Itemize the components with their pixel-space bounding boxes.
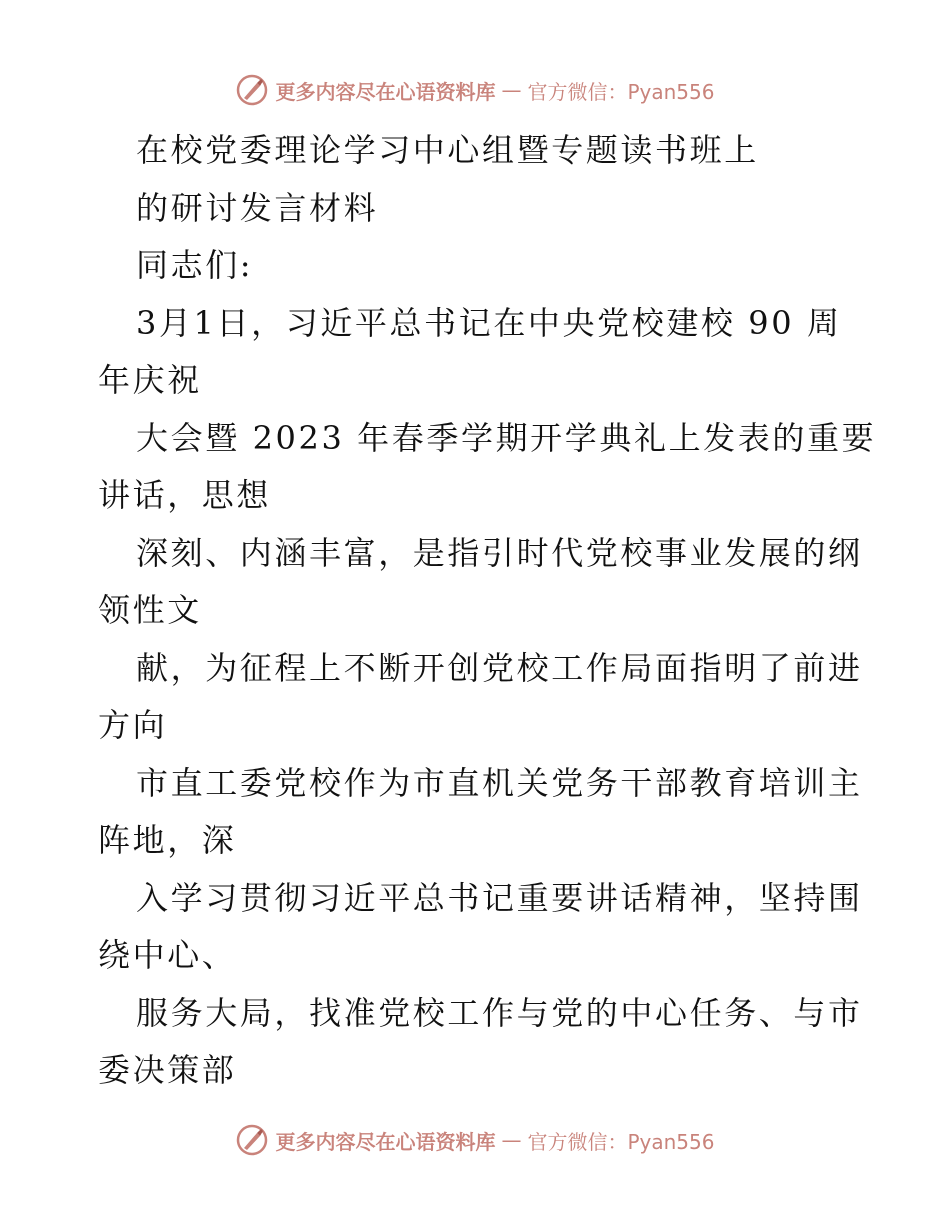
doc-line: 大会暨 2023 年春季学期开学典礼上发表的重要 (136, 418, 877, 457)
document-body (98, 122, 877, 1100)
doc-line: 方向 (98, 706, 168, 744)
banner-main-text: 更多内容尽在心语资料库 (275, 79, 496, 104)
doc-salutation: 同志们: (136, 246, 254, 284)
footer-watermark-banner (0, 1120, 950, 1160)
doc-line: 市直工委党校作为市直机关党务干部教育培训主 (136, 763, 863, 802)
doc-line: 入学习贯彻习近平总书记重要讲话精神，坚持围 (136, 878, 863, 917)
banner-wechat-text: 官方微信：Pyan556 (527, 1129, 715, 1154)
pen-logo-icon (235, 1123, 269, 1157)
doc-line: 阵地，深 (98, 821, 237, 859)
header-watermark-banner (0, 70, 950, 110)
doc-line: 3月1日，习近平总书记在中央党校建校 90 周 (136, 303, 842, 342)
doc-title-line-1: 在校党委理论学习中心组暨专题读书班上 (136, 131, 759, 169)
doc-line: 绕中心、 (98, 936, 237, 974)
banner-separator: — (501, 78, 522, 102)
doc-line: 服务大局，找准党校工作与党的中心任务、与市 (136, 993, 863, 1032)
doc-line: 献，为征程上不断开创党校工作局面指明了前进 (136, 648, 863, 687)
banner-wechat-text: 官方微信：Pyan556 (527, 79, 715, 104)
doc-line: 讲话，思想 (98, 476, 272, 514)
banner-separator: — (501, 1128, 522, 1152)
doc-line: 委决策部 (98, 1051, 237, 1089)
doc-line: 领性文 (98, 591, 202, 629)
doc-line: 年庆祝 (98, 361, 202, 399)
doc-title-line-2: 的研讨发言材料 (136, 188, 379, 227)
banner-main-text: 更多内容尽在心语资料库 (275, 1129, 496, 1154)
doc-line: 深刻、内涵丰富，是指引时代党校事业发展的纲 (136, 533, 863, 572)
pen-logo-icon (235, 73, 269, 107)
